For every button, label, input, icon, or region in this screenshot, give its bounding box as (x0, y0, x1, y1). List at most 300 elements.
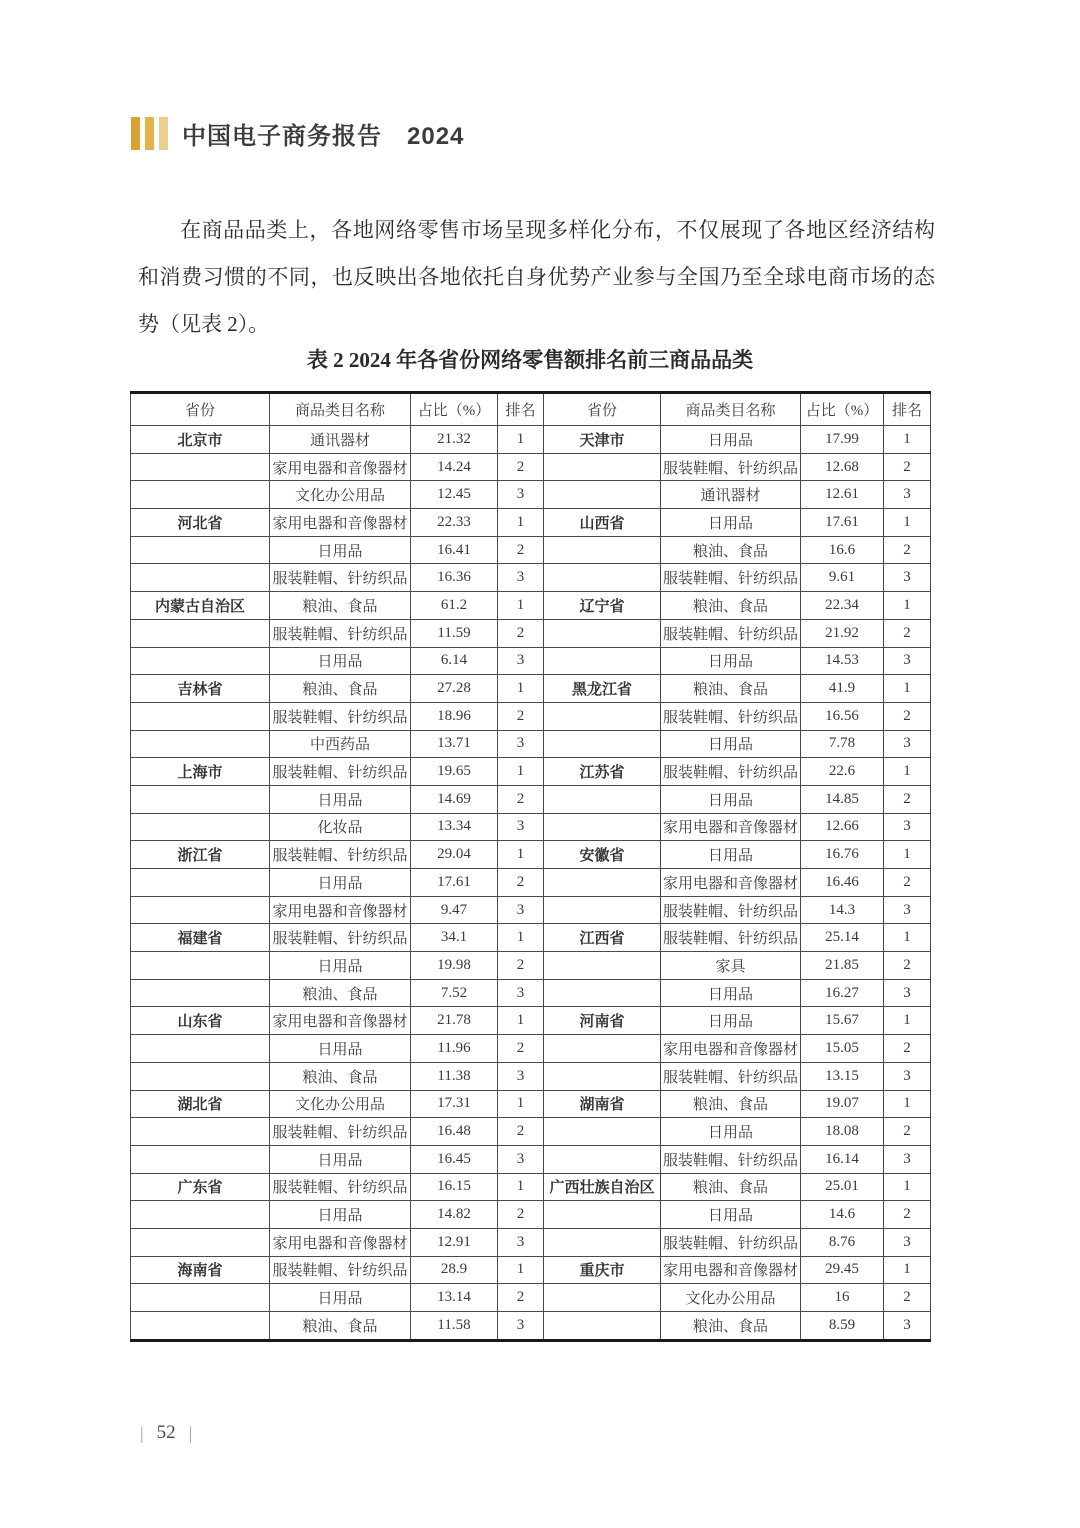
share-cell: 16.14 (801, 1145, 884, 1173)
report-title: 中国电子商务报告 2024 (182, 123, 465, 150)
column-header-province-left: 省份 (131, 393, 270, 426)
province-cell (131, 1145, 270, 1173)
province-cell (131, 896, 270, 924)
rank-cell: 2 (884, 1035, 931, 1063)
share-cell: 25.14 (801, 924, 884, 952)
category-cell: 服装鞋帽、针纺织品 (270, 924, 411, 952)
rank-cell: 3 (498, 564, 544, 592)
rank-cell: 1 (884, 1173, 931, 1201)
gold-bar-icon (145, 117, 154, 150)
rank-cell: 3 (884, 730, 931, 758)
category-cell: 家具 (661, 952, 801, 980)
share-cell: 9.61 (801, 564, 884, 592)
category-cell: 粮油、食品 (270, 1062, 411, 1090)
category-cell: 服装鞋帽、针纺织品 (270, 758, 411, 786)
category-cell: 日用品 (661, 426, 801, 454)
share-cell: 15.05 (801, 1035, 884, 1063)
category-cell: 服装鞋帽、针纺织品 (661, 564, 801, 592)
share-cell: 21.32 (411, 426, 498, 454)
share-cell: 25.01 (801, 1173, 884, 1201)
province-cell (544, 1035, 661, 1063)
rank-cell: 3 (498, 1145, 544, 1173)
province-cell: 北京市 (131, 426, 270, 454)
province-cell: 上海市 (131, 758, 270, 786)
province-cell: 安徽省 (544, 841, 661, 869)
rank-cell: 1 (884, 1256, 931, 1284)
table-row (131, 1007, 931, 1035)
province-cell: 内蒙古自治区 (131, 592, 270, 620)
rank-cell: 2 (498, 702, 544, 730)
province-cell (544, 1201, 661, 1229)
page-number: 52 (156, 1422, 176, 1443)
share-cell: 17.61 (801, 509, 884, 537)
share-cell: 13.14 (411, 1284, 498, 1312)
province-cell: 天津市 (544, 426, 661, 454)
share-cell: 14.6 (801, 1201, 884, 1229)
share-cell: 11.38 (411, 1062, 498, 1090)
province-cell (131, 1228, 270, 1256)
rank-cell: 1 (884, 592, 931, 620)
province-cell: 重庆市 (544, 1256, 661, 1284)
category-cell: 家用电器和音像器材 (270, 1228, 411, 1256)
column-header-rank-left: 排名 (498, 393, 544, 426)
rank-cell: 3 (498, 481, 544, 509)
table-row (131, 1062, 931, 1090)
province-cell: 江苏省 (544, 758, 661, 786)
share-cell: 13.15 (801, 1062, 884, 1090)
column-header-share-left: 占比（%） (411, 393, 498, 426)
category-cell: 粮油、食品 (661, 592, 801, 620)
category-cell: 日用品 (661, 1007, 801, 1035)
table-row (131, 869, 931, 897)
province-cell (544, 481, 661, 509)
province-cell: 湖南省 (544, 1090, 661, 1118)
table-row (131, 1145, 931, 1173)
category-cell: 日用品 (661, 730, 801, 758)
category-cell: 日用品 (661, 1201, 801, 1229)
province-cell (544, 453, 661, 481)
province-cell (131, 1201, 270, 1229)
category-cell: 服装鞋帽、针纺织品 (661, 1228, 801, 1256)
rank-cell: 1 (498, 1173, 544, 1201)
province-cell (544, 1284, 661, 1312)
province-cell (544, 1228, 661, 1256)
rank-cell: 1 (498, 1256, 544, 1284)
rank-cell: 1 (498, 758, 544, 786)
table-row (131, 702, 931, 730)
rank-cell: 3 (498, 813, 544, 841)
category-cell: 日用品 (270, 1145, 411, 1173)
province-cell: 浙江省 (131, 841, 270, 869)
rank-cell: 2 (884, 536, 931, 564)
province-cell (131, 619, 270, 647)
rank-cell: 1 (884, 841, 931, 869)
province-cell (544, 730, 661, 758)
share-cell: 16.6 (801, 536, 884, 564)
category-cell: 日用品 (270, 785, 411, 813)
share-cell: 12.68 (801, 453, 884, 481)
province-cell: 江西省 (544, 924, 661, 952)
province-cell (544, 536, 661, 564)
category-cell: 服装鞋帽、针纺织品 (661, 1145, 801, 1173)
rank-cell: 3 (498, 730, 544, 758)
share-cell: 16.76 (801, 841, 884, 869)
gold-bar-icon (131, 117, 140, 150)
share-cell: 16.46 (801, 869, 884, 897)
rank-cell: 1 (884, 426, 931, 454)
category-cell: 日用品 (270, 1284, 411, 1312)
table-row (131, 647, 931, 675)
share-cell: 22.34 (801, 592, 884, 620)
share-cell: 41.9 (801, 675, 884, 703)
report-header (131, 116, 464, 151)
rank-cell: 2 (498, 952, 544, 980)
province-cell: 广东省 (131, 1173, 270, 1201)
share-cell: 22.33 (411, 509, 498, 537)
share-cell: 12.91 (411, 1228, 498, 1256)
share-cell: 12.45 (411, 481, 498, 509)
column-header-category-left: 商品类目名称 (270, 393, 411, 426)
rank-cell: 1 (884, 509, 931, 537)
share-cell: 14.69 (411, 785, 498, 813)
category-cell: 粮油、食品 (661, 1090, 801, 1118)
share-cell: 17.31 (411, 1090, 498, 1118)
category-cell: 家用电器和音像器材 (661, 869, 801, 897)
commodity-category-table (130, 391, 931, 1342)
rank-cell: 2 (498, 1201, 544, 1229)
column-header-province-right: 省份 (544, 393, 661, 426)
rank-cell: 1 (884, 675, 931, 703)
rank-cell: 1 (884, 758, 931, 786)
category-cell: 通讯器材 (661, 481, 801, 509)
column-header-rank-right: 排名 (884, 393, 931, 426)
category-cell: 家用电器和音像器材 (270, 509, 411, 537)
province-cell (544, 619, 661, 647)
share-cell: 16 (801, 1284, 884, 1312)
province-cell (131, 1284, 270, 1312)
category-cell: 服装鞋帽、针纺织品 (270, 564, 411, 592)
category-cell: 日用品 (270, 1035, 411, 1063)
table-row (131, 509, 931, 537)
province-cell (544, 979, 661, 1007)
footer-rule-right: | (188, 1422, 193, 1443)
rank-cell: 3 (498, 1312, 544, 1341)
rank-cell: 3 (884, 1312, 931, 1341)
table-row (131, 1090, 931, 1118)
rank-cell: 3 (884, 813, 931, 841)
province-cell: 福建省 (131, 924, 270, 952)
rank-cell: 1 (498, 426, 544, 454)
rank-cell: 2 (498, 536, 544, 564)
category-cell: 化妆品 (270, 813, 411, 841)
rank-cell: 1 (498, 1007, 544, 1035)
category-cell: 服装鞋帽、针纺织品 (270, 702, 411, 730)
category-cell: 日用品 (661, 785, 801, 813)
share-cell: 8.59 (801, 1312, 884, 1341)
table-row (131, 453, 931, 481)
share-cell: 19.65 (411, 758, 498, 786)
table-row (131, 896, 931, 924)
rank-cell: 2 (884, 869, 931, 897)
table-row (131, 619, 931, 647)
category-cell: 服装鞋帽、针纺织品 (661, 896, 801, 924)
category-cell: 服装鞋帽、针纺织品 (270, 619, 411, 647)
province-cell (131, 1118, 270, 1146)
province-cell: 黑龙江省 (544, 675, 661, 703)
rank-cell: 2 (884, 619, 931, 647)
share-cell: 13.71 (411, 730, 498, 758)
province-cell: 山西省 (544, 509, 661, 537)
table-row (131, 952, 931, 980)
table-row (131, 841, 931, 869)
footer-rule-left: | (140, 1422, 144, 1443)
share-cell: 18.08 (801, 1118, 884, 1146)
share-cell: 16.36 (411, 564, 498, 592)
rank-cell: 2 (884, 785, 931, 813)
province-cell (131, 702, 270, 730)
rank-cell: 3 (884, 979, 931, 1007)
rank-cell: 3 (884, 647, 931, 675)
rank-cell: 2 (884, 702, 931, 730)
rank-cell: 3 (884, 1062, 931, 1090)
share-cell: 12.66 (801, 813, 884, 841)
province-cell (544, 1062, 661, 1090)
rank-cell: 1 (884, 1090, 931, 1118)
table-row (131, 481, 931, 509)
province-cell (131, 730, 270, 758)
province-cell (544, 1312, 661, 1341)
rank-cell: 1 (498, 1090, 544, 1118)
share-cell: 14.3 (801, 896, 884, 924)
category-cell: 服装鞋帽、针纺织品 (270, 1256, 411, 1284)
share-cell: 17.99 (801, 426, 884, 454)
table-row (131, 924, 931, 952)
category-cell: 日用品 (270, 1201, 411, 1229)
category-cell: 粮油、食品 (270, 675, 411, 703)
share-cell: 19.07 (801, 1090, 884, 1118)
province-cell (544, 896, 661, 924)
column-header-category-right: 商品类目名称 (661, 393, 801, 426)
category-cell: 服装鞋帽、针纺织品 (661, 1062, 801, 1090)
table-row (131, 1173, 931, 1201)
rank-cell: 2 (498, 785, 544, 813)
category-cell: 粮油、食品 (270, 979, 411, 1007)
category-cell: 日用品 (661, 509, 801, 537)
share-cell: 14.82 (411, 1201, 498, 1229)
share-cell: 61.2 (411, 592, 498, 620)
category-cell: 粮油、食品 (270, 592, 411, 620)
table-row (131, 1256, 931, 1284)
share-cell: 7.78 (801, 730, 884, 758)
table-row (131, 785, 931, 813)
province-cell: 海南省 (131, 1256, 270, 1284)
category-cell: 日用品 (661, 647, 801, 675)
share-cell: 15.67 (801, 1007, 884, 1035)
share-cell: 14.53 (801, 647, 884, 675)
province-cell: 河南省 (544, 1007, 661, 1035)
category-cell: 家用电器和音像器材 (270, 896, 411, 924)
share-cell: 28.9 (411, 1256, 498, 1284)
rank-cell: 1 (498, 924, 544, 952)
province-cell (131, 1062, 270, 1090)
share-cell: 16.45 (411, 1145, 498, 1173)
category-cell: 服装鞋帽、针纺织品 (661, 924, 801, 952)
share-cell: 16.27 (801, 979, 884, 1007)
share-cell: 11.58 (411, 1312, 498, 1341)
table-row (131, 675, 931, 703)
share-cell: 11.96 (411, 1035, 498, 1063)
category-cell: 粮油、食品 (661, 536, 801, 564)
category-cell: 日用品 (270, 536, 411, 564)
table-row (131, 1284, 931, 1312)
rank-cell: 2 (884, 453, 931, 481)
province-cell: 辽宁省 (544, 592, 661, 620)
body-paragraph: 在商品品类上，各地网络零售市场呈现多样化分布，不仅展现了各地区经济结构和消费习惯的不同，也反映出各地依托自身优势产业参与全国乃至全球电商市场的态势（见表 2）。 (138, 218, 935, 337)
rank-cell: 1 (884, 1007, 931, 1035)
share-cell: 21.78 (411, 1007, 498, 1035)
rank-cell: 1 (498, 592, 544, 620)
rank-cell: 3 (498, 1062, 544, 1090)
page-footer (140, 1422, 192, 1444)
category-cell: 通讯器材 (270, 426, 411, 454)
category-cell: 文化办公用品 (270, 481, 411, 509)
province-cell (131, 453, 270, 481)
category-cell: 粮油、食品 (661, 1173, 801, 1201)
share-cell: 17.61 (411, 869, 498, 897)
rank-cell: 3 (884, 564, 931, 592)
table-row (131, 536, 931, 564)
category-cell: 服装鞋帽、针纺织品 (270, 1173, 411, 1201)
rank-cell: 1 (884, 924, 931, 952)
category-cell: 家用电器和音像器材 (661, 1035, 801, 1063)
category-cell: 服装鞋帽、针纺织品 (661, 619, 801, 647)
share-cell: 18.96 (411, 702, 498, 730)
category-cell: 粮油、食品 (661, 1312, 801, 1341)
share-cell: 16.56 (801, 702, 884, 730)
rank-cell: 3 (498, 979, 544, 1007)
province-cell (131, 952, 270, 980)
table-row (131, 730, 931, 758)
province-cell (544, 952, 661, 980)
category-cell: 文化办公用品 (661, 1284, 801, 1312)
share-cell: 27.28 (411, 675, 498, 703)
province-cell (544, 1118, 661, 1146)
category-cell: 家用电器和音像器材 (661, 813, 801, 841)
province-cell (131, 647, 270, 675)
category-cell: 服装鞋帽、针纺织品 (270, 841, 411, 869)
table-row (131, 758, 931, 786)
category-cell: 日用品 (270, 952, 411, 980)
table-row (131, 1035, 931, 1063)
category-cell: 日用品 (270, 869, 411, 897)
province-cell (544, 869, 661, 897)
province-cell: 广西壮族自治区 (544, 1173, 661, 1201)
gold-bar-icon (159, 117, 168, 150)
share-cell: 14.85 (801, 785, 884, 813)
province-cell (544, 702, 661, 730)
category-cell: 服装鞋帽、针纺织品 (661, 453, 801, 481)
share-cell: 9.47 (411, 896, 498, 924)
table-row (131, 979, 931, 1007)
province-cell (544, 647, 661, 675)
province-cell: 河北省 (131, 509, 270, 537)
rank-cell: 2 (498, 869, 544, 897)
province-cell (544, 1145, 661, 1173)
table-body (131, 426, 931, 1341)
share-cell: 8.76 (801, 1228, 884, 1256)
rank-cell: 3 (884, 1228, 931, 1256)
rank-cell: 2 (498, 1284, 544, 1312)
category-cell: 服装鞋帽、针纺织品 (661, 702, 801, 730)
province-cell: 山东省 (131, 1007, 270, 1035)
category-cell: 日用品 (661, 1118, 801, 1146)
province-cell (131, 536, 270, 564)
table-row (131, 813, 931, 841)
share-cell: 12.61 (801, 481, 884, 509)
share-cell: 14.24 (411, 453, 498, 481)
province-cell (131, 564, 270, 592)
province-cell (544, 785, 661, 813)
table-row (131, 1118, 931, 1146)
province-cell: 湖北省 (131, 1090, 270, 1118)
column-header-share-right: 占比（%） (801, 393, 884, 426)
table-title: 表 2 2024 年各省份网络零售额排名前三商品品类 (306, 348, 754, 372)
table-row (131, 426, 931, 454)
province-cell (131, 785, 270, 813)
rank-cell: 1 (498, 509, 544, 537)
category-cell: 家用电器和音像器材 (661, 1256, 801, 1284)
category-cell: 日用品 (661, 979, 801, 1007)
rank-cell: 3 (498, 1228, 544, 1256)
rank-cell: 3 (884, 1145, 931, 1173)
rank-cell: 2 (884, 1284, 931, 1312)
table-row (131, 592, 931, 620)
province-cell (131, 1035, 270, 1063)
share-cell: 19.98 (411, 952, 498, 980)
category-cell: 服装鞋帽、针纺织品 (661, 758, 801, 786)
rank-cell: 2 (498, 1035, 544, 1063)
share-cell: 29.04 (411, 841, 498, 869)
category-cell: 家用电器和音像器材 (270, 453, 411, 481)
share-cell: 16.41 (411, 536, 498, 564)
share-cell: 34.1 (411, 924, 498, 952)
share-cell: 21.85 (801, 952, 884, 980)
category-cell: 日用品 (661, 841, 801, 869)
table-row (131, 1228, 931, 1256)
table-row (131, 564, 931, 592)
table-row (131, 1312, 931, 1341)
rank-cell: 3 (884, 896, 931, 924)
rank-cell: 3 (884, 481, 931, 509)
category-cell: 中西药品 (270, 730, 411, 758)
share-cell: 7.52 (411, 979, 498, 1007)
share-cell: 16.48 (411, 1118, 498, 1146)
rank-cell: 2 (884, 952, 931, 980)
table-row (131, 1201, 931, 1229)
province-cell (131, 979, 270, 1007)
rank-cell: 1 (498, 675, 544, 703)
share-cell: 29.45 (801, 1256, 884, 1284)
report-logo-bars-icon (131, 117, 168, 150)
category-cell: 日用品 (270, 647, 411, 675)
rank-cell: 3 (498, 647, 544, 675)
share-cell: 21.92 (801, 619, 884, 647)
province-cell (131, 813, 270, 841)
share-cell: 13.34 (411, 813, 498, 841)
rank-cell: 2 (498, 619, 544, 647)
share-cell: 22.6 (801, 758, 884, 786)
province-cell: 吉林省 (131, 675, 270, 703)
